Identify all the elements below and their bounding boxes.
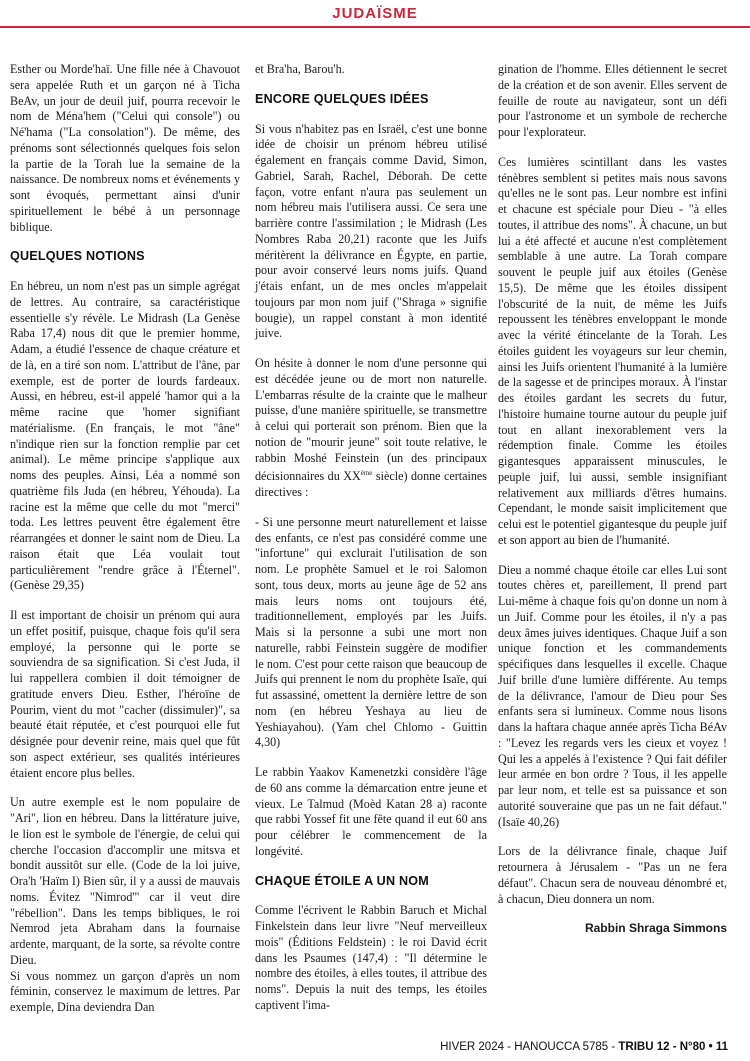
paragraph: Dieu a nommé chaque étoile car elles Lui sont toutes chères et, pareillement, Il prend part Lui-même à chaque fois qu'on donne un nom à un Juif. Comme pour les étoiles, il n'y a pas deux âmes juives identiques. Chaque Juif a son unique fonction et les commandements spécifiques dans lesquelles il excelle. Chaque Juif brille d'une lumière différente. Au temps de la délivrance, l'amour de Dieu pour Ses enfants sera si lumineux. Comme nous lisons dans la haftara chaque année après Ticha BéAv : "Levez les regards vers les cieux et voyez ! Qui les a appelés à l'existence ? Qui fait défiler leur armée en bon ordre ? Tous, il les appelle par leur nom, et telle est sa puissance et son autorité souveraine que pas un ne fait défaut." (Isaïe 40,26) [498,562,727,829]
column-3 [498,62,727,951]
paragraph: Si vous nommez un garçon d'après un nom féminin, conservez le maximum de lettres. Par exemple, Dina deviendra Dan [10,968,240,1014]
paragraph-text: siècle) donne certaines directives : [255,469,488,500]
issue-info: HIVER 2024 - HANOUCCA 5785 - [440,1041,619,1053]
section-heading: ENCORE QUELQUES IDÉES [255,91,429,106]
paragraph: gination de l'homme. Elles détiennent le secret de la création et de son avenir. Elles servent de feuille de route au navigateur, sont un défi pour l'astronome et un symbole de recherche pour l'explorateur. [498,62,727,139]
page-header [0,0,750,28]
magazine-info: TRIBU 12 - N°80 • 11 [618,1041,728,1053]
column-2 [255,62,487,1028]
section-heading: CHAQUE ÉTOILE A UN NOM [255,873,429,888]
author-signature: Rabbin Shraga Simmons [584,921,727,936]
paragraph [255,356,487,501]
section-heading: QUELQUES NOTIONS [10,249,145,264]
paragraph: et Bra'ha, Barou'h. [255,62,345,76]
paragraph: Si vous n'habitez pas en Israël, c'est une bonne idée de choisir un prénom hébreu utilisé également en français comme David, Simon, Gabriel, Sarah, Rachel, Déborah. De cette façon, votre enfant n'aura pas seulement un nom hébreu mais l'utilisera aussi. Ce sera une barrière contre l'assimilation ; le Midrash (Les Nombres Raba 20,21) raconte que les Juifs méritèrent la délivrance en Égypte, en partie, pour avoir conservé leurs noms juifs. Quand j'étais enfant, un de mes oncles m'appelait toujours par mon nom juif ("Shraga » signifie bougie), un rappel constant à mon identité juive. [255,121,487,341]
superscript: ème [360,469,373,478]
paragraph: Lors de la délivrance finale, chaque Juif retournera à Jérusalem - "Pas un ne fera défaut". Chacun sera de nouveau dénombré et, à chacun, Dieu donnera un nom. [498,844,727,906]
page-footer [440,1041,728,1053]
paragraph: Ces lumières scintillant dans les vastes ténèbres semblent si petites mais nous savons qu'elles ne le sont pas. Leur nombre est infini et chacune est spéciale pour Dieu - "à elles toutes, il attribue des noms". À chacune, un but lui a été affecté et aucune n'est complètement semblable à une autre. La Torah compare souvent le peuple juif aux étoiles (Genèse 15,5). De même que les étoiles dissipent l'obscurité de la nuit, de même les Juifs repoussent les ténèbres enveloppant le monde avec la vérité étincelante de la Torah. Les étoiles guident les voyageurs sur leur chemin, ainsi les Juifs orientent l'humanité à la lumière de la sagesse et de principes moraux. À l'instar des étoiles gardant les secrets du futur, l'histoire humaine tourne autour du peuple juif tout en allant inexorablement vers la rédemption finale. Comme les étoiles gigantesques apparaissent minuscules, le peuple juif, lui aussi, semble insignifiant relativement aux milliards d'êtres humains. Cependant, le monde saisit implicitement que celui est le potentiel gigantesque du peuple juif et son apport au bien de l'humanité. [498,154,727,547]
section-title: JUDAÏSME [332,5,418,22]
paragraph: Un autre exemple est le nom populaire de "Ari", lion en hébreu. Dans la littérature juive, le lion est le symbole de l'énergie, de celui qui cherche l'occasion d'accomplir une mitsva et bondit aussitôt sur elle. (Code de la loi juive, Ora'h 'Haïm I) Bien sûr, il y a aussi de mauvais noms. Évitez "Nimrod'" car il veut dire "rébellion". Dans les temps bibliques, le roi Nemrod jeta Abraham dans la fournaise ardente, marquant, de la sorte, sa révolte contre Dieu. [10,795,240,967]
header-rule [0,26,750,28]
paragraph: Comme l'écrivent le Rabbin Baruch et Michal Finkelstein dans leur livre "Neuf merveilleux mois" (Éditions Feldstein) : le roi David écrit dans les Psaumes (147,4) : "Il détermine le nombre des étoiles, à elles toutes, il attribue des noms". Depuis la nuit des temps, les étoiles captivent l'ima- [255,903,487,1012]
paragraph: Le rabbin Yaakov Kamenetzki considère l'âge de 60 ans comme la démarcation entre jeune et vieux. Le Talmud (Moèd Katan 28 a) raconte que rabbi Yossef fit une fête quand il eut 60 ans pour célébrer le commencement de la longévité. [255,765,487,858]
column-1 [10,62,240,1030]
paragraph: En hébreu, un nom n'est pas un simple agrégat de lettres. Au contraire, sa caractéristique essentielle s'y révèle. Le Midrash (La Genèse Raba 17,4) nous dit que le premier homme, Adam, a étudié l'essence de chaque créature et de là, en a tiré son nom. L'attribut de l'âne, par exemple, est de porter de lourds fardeaux. Aussi, en hébreu, est-il appelé 'hamor qui a la même racine que 'homer signifiant matérialisme. (En français, le mot "âne" n'indique rien sur la fonction remplie par cet animal). Le même principe s'applique aux noms des peuples. Ainsi, Léa a nommé son quatrième fils Juda (en hébreu, Yéhouda). La racine est la même que celle du mot "merci" toda. Les lettres peuvent être également être réarrangées et donner le saint nom de Dieu. La raison était que Léa voulait tout particulièrement "rendre grâce à l'Éternel". (Genèse 29,35) [10,279,240,593]
paragraph-text: On hésite à donner le nom d'une personne qui est décédée jeune ou de mort non naturelle. L'embarras résulte de la crainte que le malheur puisse, d'une manière spirituelle, se transmettre à celui qui porterait son prénom. Bien que la notion de "mourir jeune" soit toute relative, le rabbin Moshé Feinstein (un des principaux décisionnaires du XX [255,356,487,484]
paragraph: - Si une personne meurt naturellement et laisse des enfants, ce n'est pas considéré comme une "infortune" qui exclurait l'utilisation de son nom. Le prophète Samuel et le roi Salomon sont, tous deux, morts au jeune âge de 52 ans mais leurs noms ont toujours été, traditionnellement, employés par les Juifs. Mais si la personne a subi une mort non naturelle, rabbi Feinstein suggère de modifier le nom. C'est pour cette raison que beaucoup de Juifs qui prennent le nom du prophète Isaïe, qui fut assassiné, omettent la dernière lettre de son nom (en hébreu Yeshaya au lieu de Yeshiayahou). (Yam chel Chlomo - Guittin 4,30) [255,514,487,750]
paragraph: Il est important de choisir un prénom qui aura un effet positif, puisque, chaque fois qu'il sera employé, la personne qui le porte se souviendra de sa signification. Si c'est Juda, il lui rappellera combien il doit témoigner de gratitude envers Dieu. Esther, l'héroïne de Pourim, vient du mot "cacher (dissimuler)", sa beauté était réputée, et c'est pourquoi elle fut désignée pour devenir reine, mais quel que fût son aspect extérieur, ses qualités intérieures étaient encore plus belles. [10,608,240,780]
paragraph: Esther ou Morde'haï. Une fille née à Chavouot sera appelée Ruth et un garçon né à Ticha BeAv, un jour de deuil juif, pourra recevoir le nom de Ména'hem ("Celui qui console") ou Né'hama ("La consolation"). De même, des prénoms sont sélectionnés quelques fois selon la partie de la Torah lue la semaine de la naissance. De nombreux noms et événements y sont évoqués, permettant ainsi d'unir spirituellement le bébé à un personnage biblique. [10,62,240,234]
